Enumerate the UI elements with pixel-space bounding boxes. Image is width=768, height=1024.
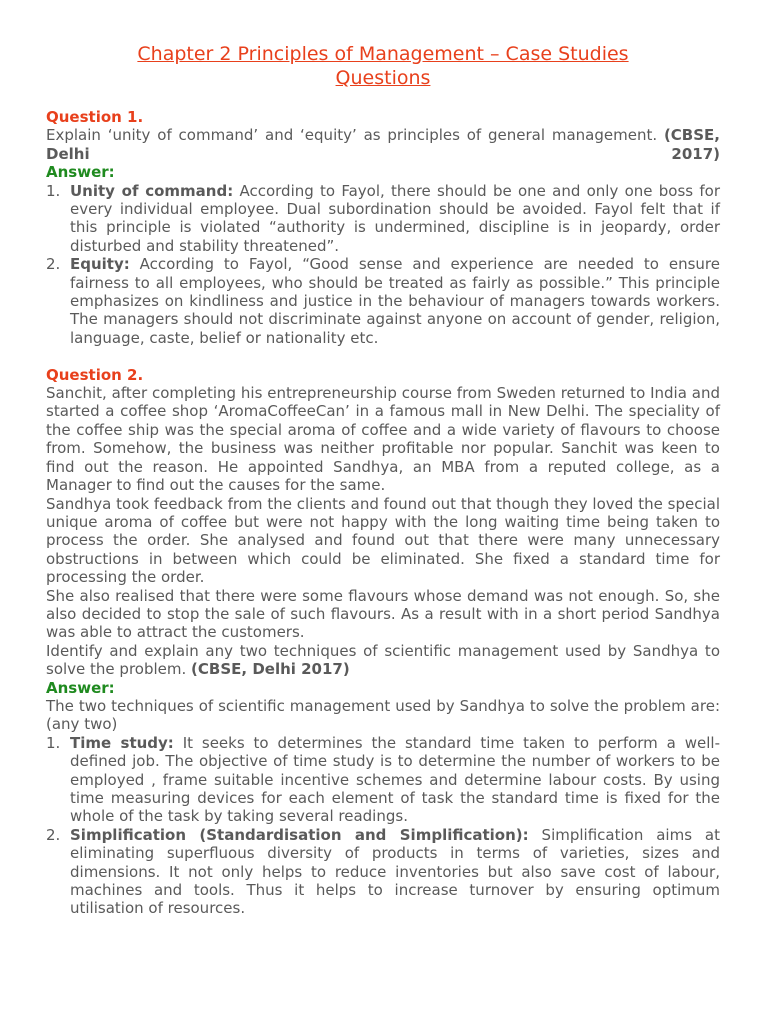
question-2-label: Question 2. [46,365,144,384]
list-item-text: According to Fayol, “Good sense and experience are needed to ensure fairness to all employees, who should be treated as fairly as possible.” This principle emphasizes on kindliness and justice in the behaviour of managers towards workers. The managers should not discriminate against anyone on account of gender, religion, language, caste, belief or nationality etc. [70,255,720,347]
answer-2-list [46,734,720,918]
title-line-1: Chapter 2 Principles of Management – Case Studies [137,43,629,65]
question-2-source: (CBSE, Delhi 2017) [191,660,350,679]
question-1-source-c: 2017) [671,144,720,163]
list-item [46,255,720,347]
list-item-term: Unity of command: [70,181,234,200]
list-item [46,826,720,918]
list-item-number: 2. [46,255,61,274]
document-body [46,108,720,918]
question-2-paragraph: Sanchit, after completing his entrepreneurship course from Sweden returned to India and started a coffee shop ‘AromaCoffeeCan’ in a famous mall in New Delhi. The speciality of the coffee ship was the special aroma of coffee and a wide variety of flavours to choose from. Somehow, the business was neither profitable nor popular. Sanchit was keen to find out the reason. He appointed Sandhya, an MBA from a reputed college, as a Manager to find out the causes for the same. [46,384,720,495]
question-1-source-a: (CBSE, [663,126,720,145]
list-item-term: Time study: [70,733,174,752]
page-title [46,42,720,90]
question-1-source-b: Delhi [46,144,90,163]
list-item-number: 2. [46,825,61,844]
question-2-ask-text: Identify and explain any two techniques of scientific management used by Sandhya to solve the problem. [46,641,720,679]
question-2-paragraph: Sandhya took feedback from the clients and found out that though they loved the special unique aroma of coffee but were not happy with the long waiting time being taken to process the order. She analysed and found out that there were many unnecessary obstructions in between which could be eliminated. She fixed a standard time for processing the order. [46,494,720,587]
title-line-2: Questions [335,67,431,89]
list-item-number: 1. [46,733,61,752]
answer-2-intro: The two techniques of scientific management used by Sandhya to solve the problem are: (any two) [46,696,720,734]
document-page [46,42,720,918]
list-item [46,734,720,826]
list-item-text: According to Fayol, there should be one and only one boss for every individual employee. Dual subordination should be avoided. Fayol felt that if this principle is violated “authority is undermined, discipline is in jeopardy, order disturbed and stability threatened”. [70,181,721,255]
answer-1-label: Answer: [46,163,115,182]
list-item-term: Simplification (Standardisation and Simplification): [70,825,529,844]
list-item-term: Equity: [70,255,130,274]
question-1-text [46,126,720,163]
list-item [46,182,720,256]
question-1-label: Question 1. [46,108,144,126]
list-item-number: 1. [46,181,61,200]
question-2-ask [46,642,720,679]
question-2-paragraph: She also realised that there were some flavours whose demand was not enough. So, she also decided to stop the sale of such flavours. As a result with in a short period Sandhya was able to attract the customers. [46,586,720,642]
section-spacer [46,347,720,365]
answer-1-list [46,182,720,348]
question-1-prompt: Explain ‘unity of command’ and ‘equity’ as principles of general management. [46,126,658,145]
list-item-text: It seeks to determines the standard time taken to perform a well-defined job. The objective of time study is to determine the number of workers to be employed , frame suitable incentive schemes and determine labour costs. By using time measuring devices for each element of task the standard time is fixed for the whole of the task by taking several readings. [70,733,720,826]
list-item-text: Simplification aims at eliminating superfluous diversity of products in terms of varieties, sizes and dimensions. It not only helps to reduce inventories but also save cost of labour, machines and tools. Thus it helps to increase turnover by ensuring optimum utilisation of resources. [70,825,720,918]
answer-2-label: Answer: [46,678,115,697]
